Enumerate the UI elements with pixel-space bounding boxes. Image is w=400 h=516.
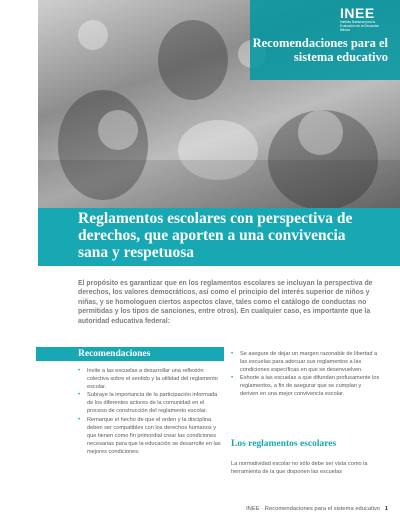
document-title: Reglamentos escolares con perspectiva de derechos, que aporten a una convivencia sana y respetuosa [78,210,353,261]
series-title: Recomendaciones para el sistema educativo [252,36,388,64]
logo-word: INEE [340,5,375,21]
list-item: • Remarque el hecho de que el orden y la disciplina deben ser compatibles con los derechos humanos y que tienen como fin primordial crear las condiciones necesarias para que la educación se desarrolle en las mejores condiciones. [78,416,221,455]
list-item: • Se asegure de dejar un margen razonable de libertad a las escuelas para adecuar sus reglamentos a las condiciones específicas en que se desenvuelven. [231,351,378,374]
page-number: 1 [384,506,388,512]
list-item: • Subraye la importancia de la participación informada de los diferentes actores de la comunidad en el proceso de construcción del reglamento escolar. [78,392,218,415]
recommendations-heading: Recomendaciones [78,349,151,359]
intro-paragraph: El propósito es garantizar que en los reglamentos escolares se incluyan la perspectiva de derechos, los valores democráticos, así como el principio del interés superior de niños y niñas, y se homologuen ciertos aspectos clave, tales como el catálogo de conductas no permitidas y los tipos de sanciones, entre otros). En cualquier caso, es importante que la autoridad educativa federal: [78,280,373,325]
recommendations-list-right [231,350,381,399]
inee-logo [340,6,390,32]
section-paragraph: La normatividad escolar no sólo debe ser vista como la herramienta de la que disponen las escuelas [231,461,368,476]
section-heading: Los reglamentos escolares [231,439,337,449]
bullet-icon: • [78,416,81,423]
logo-subtitle: Instituto Nacional para la Evaluación de la Educación México [340,20,380,32]
list-item: • Exhorte a las escuelas a que difundan profusamente los reglamentos, a fin de asegurar que se cumplan y deriven en una mejor convivencia escolar. [231,375,380,398]
footer-separator: · [261,506,264,512]
bullet-icon: • [78,368,81,374]
bullet-icon: • [231,351,234,357]
bullet-icon: • [231,375,234,382]
footer-series: Recomendaciones para el sistema educativo [264,506,381,512]
bullet-icon: • [78,392,81,399]
page-footer [246,505,388,513]
recommendations-list-left [78,367,224,456]
footer-publisher: INEE [246,506,260,512]
list-item: • Invite a las escuelas a desarrollar una reflexión colectiva sobre el sentido y la utilidad del reglamento escolar. [78,368,218,391]
